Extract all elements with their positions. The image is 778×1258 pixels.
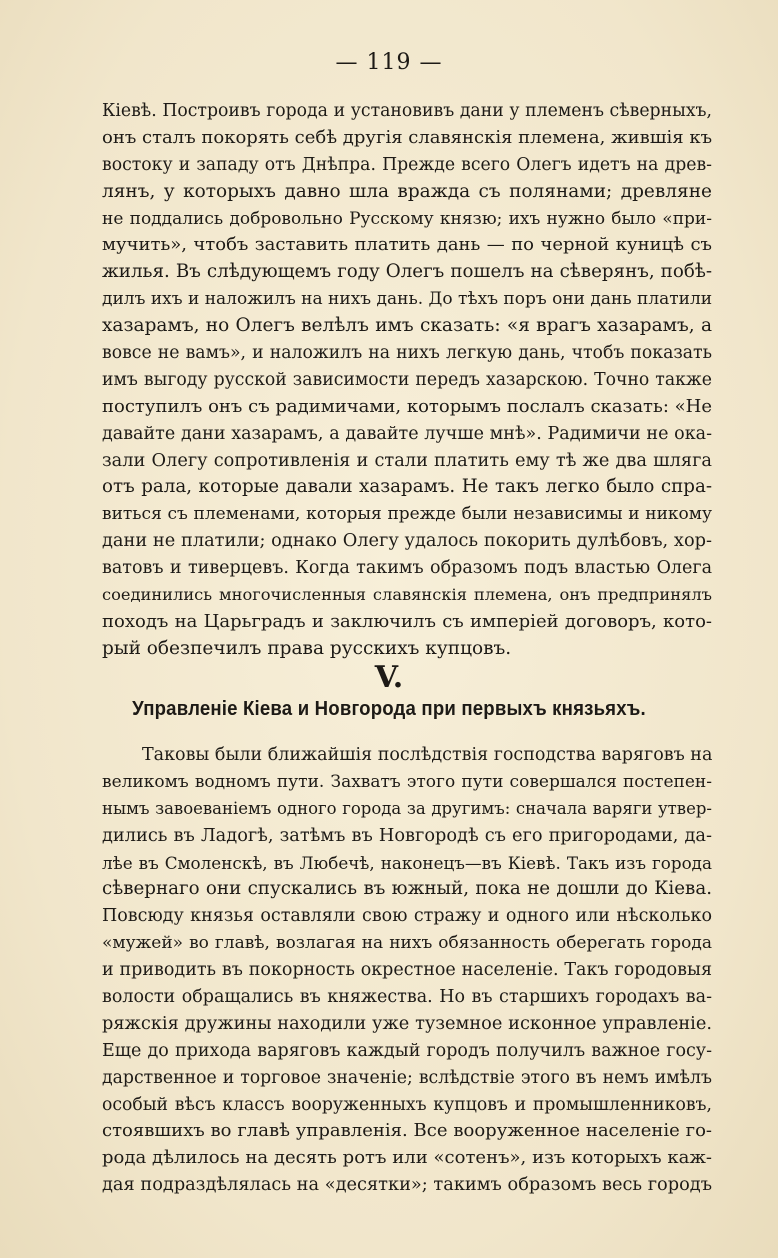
text-line: дани не платили; однако Олегу удалось покорить дулѣбовъ, хор- <box>102 531 712 552</box>
text-line: стоявшихъ во главѣ управленія. Все вооруженное населеніе го- <box>102 1120 712 1142</box>
text-line: великомъ водномъ пути. Захватъ этого пути совершался постепен- <box>102 771 712 792</box>
text-line: хазарамъ, но Олегъ велѣлъ имъ сказать: «я врагъ хазарамъ, а <box>102 315 712 337</box>
text-line: рода дѣлилось на десять ротъ или «сотенъ», изъ которыхъ каж- <box>102 1147 712 1169</box>
text-line: онъ сталъ покорять себѣ другія славянскія племена, жившія къ <box>102 126 712 148</box>
text-line: Таковы были ближайшія послѣдствія господства варяговъ на <box>142 745 712 765</box>
page-number: — 119 — <box>335 50 443 75</box>
text-line: Кіевѣ. Построивъ города и установивъ дани у племенъ сѣверныхъ, <box>102 101 712 121</box>
text-line: походъ на Царьградъ и заключилъ съ имперіей договоръ, кото- <box>102 610 712 632</box>
section-number: V. <box>374 660 404 695</box>
text-line: поступилъ онъ съ радимичами, которымъ послалъ сказать: «Не <box>102 395 712 417</box>
text-line: дилъ ихъ и наложилъ на нихъ дань. До тѣхъ поръ они дань платили <box>102 289 712 310</box>
paragraph-1 <box>102 98 712 663</box>
text-line: имъ выгоду русской зависимости передъ хазарскою. Точно также <box>102 369 712 390</box>
text-line: Еще до прихода варяговъ каждый городъ получилъ важное госу- <box>102 1040 712 1061</box>
text-line: давайте дани хазарамъ, а давайте лучше мнѣ». Радимичи не ока- <box>102 423 712 444</box>
text-line: зали Олегу сопротивленія и стали платить ему тѣ же два шляга <box>102 450 712 471</box>
text-line: дая подраздѣлялась на «десятки»; такимъ образомъ весь городъ <box>102 1175 712 1196</box>
text-line: виться съ племенами, которыя прежде были независимы и никому <box>102 504 712 525</box>
text-line: «мужей» во главѣ, возлагая на нихъ обязанность оберегать города <box>102 933 712 954</box>
text-line: лянъ, у которыхъ давно шла вражда съ полянами; древляне <box>102 180 712 202</box>
text-line: не поддались добровольно Русскому князю; ихъ нужно было «при- <box>102 208 712 229</box>
text-line: дарственное и торговое значеніе; вслѣдствіе этого въ немъ имѣлъ <box>102 1067 712 1088</box>
text-line: вовсе не вамъ», и наложилъ на нихъ легкую дань, чтобъ показать <box>102 343 712 364</box>
text-line: соединились многочисленныя славянскія племена, онъ предпринялъ <box>102 585 712 605</box>
text-line: жилья. Въ слѣдующемъ году Олегъ пошелъ на сѣверянъ, побѣ- <box>102 261 712 283</box>
text-line: мучить», чтобъ заставить платить дань — по черной куницѣ съ <box>102 234 712 256</box>
text-line: нымъ завоеваніемъ одного города за другимъ: сначала варяги утвер- <box>102 798 712 818</box>
text-line: отъ рала, которые давали хазарамъ. Не такъ легко было спра- <box>102 476 712 498</box>
text-line: ватовъ и тиверцевъ. Когда такимъ образомъ подъ властью Олега <box>102 558 712 579</box>
text-line: ряжскія дружины находили уже туземное исконное управленіе. <box>102 1013 712 1034</box>
section-title: Управленіе Кіева и Новгорода при первыхъ князьяхъ. <box>132 698 646 720</box>
text-line: дились въ Ладогѣ, затѣмъ въ Новгородѣ съ его пригородами, да- <box>102 825 712 846</box>
text-line: востоку и западу отъ Днѣпра. Прежде всего Олегъ идетъ на древ- <box>102 154 712 175</box>
text-line: лѣе въ Смоленскѣ, въ Любечѣ, наконецъ—въ Кіевѣ. Такъ изъ города <box>102 852 712 873</box>
text-line: особый вѣсъ классъ вооруженныхъ купцовъ и промышленниковъ, <box>102 1094 712 1115</box>
text-line: рый обезпечилъ права русскихъ купцовъ. <box>102 637 512 659</box>
paragraph-2 <box>102 742 712 1199</box>
text-line: Повсюду князья оставляли свою стражу и одного или нѣсколько <box>102 906 712 927</box>
text-line: сѣвернаго они спускались въ южный, пока не дошли до Кіева. <box>102 878 712 900</box>
text-line: и приводить въ покорность окрестное населеніе. Такъ городовыя <box>102 960 712 981</box>
text-line: волости обращались въ княжества. Но въ старшихъ городахъ ва- <box>102 987 712 1008</box>
